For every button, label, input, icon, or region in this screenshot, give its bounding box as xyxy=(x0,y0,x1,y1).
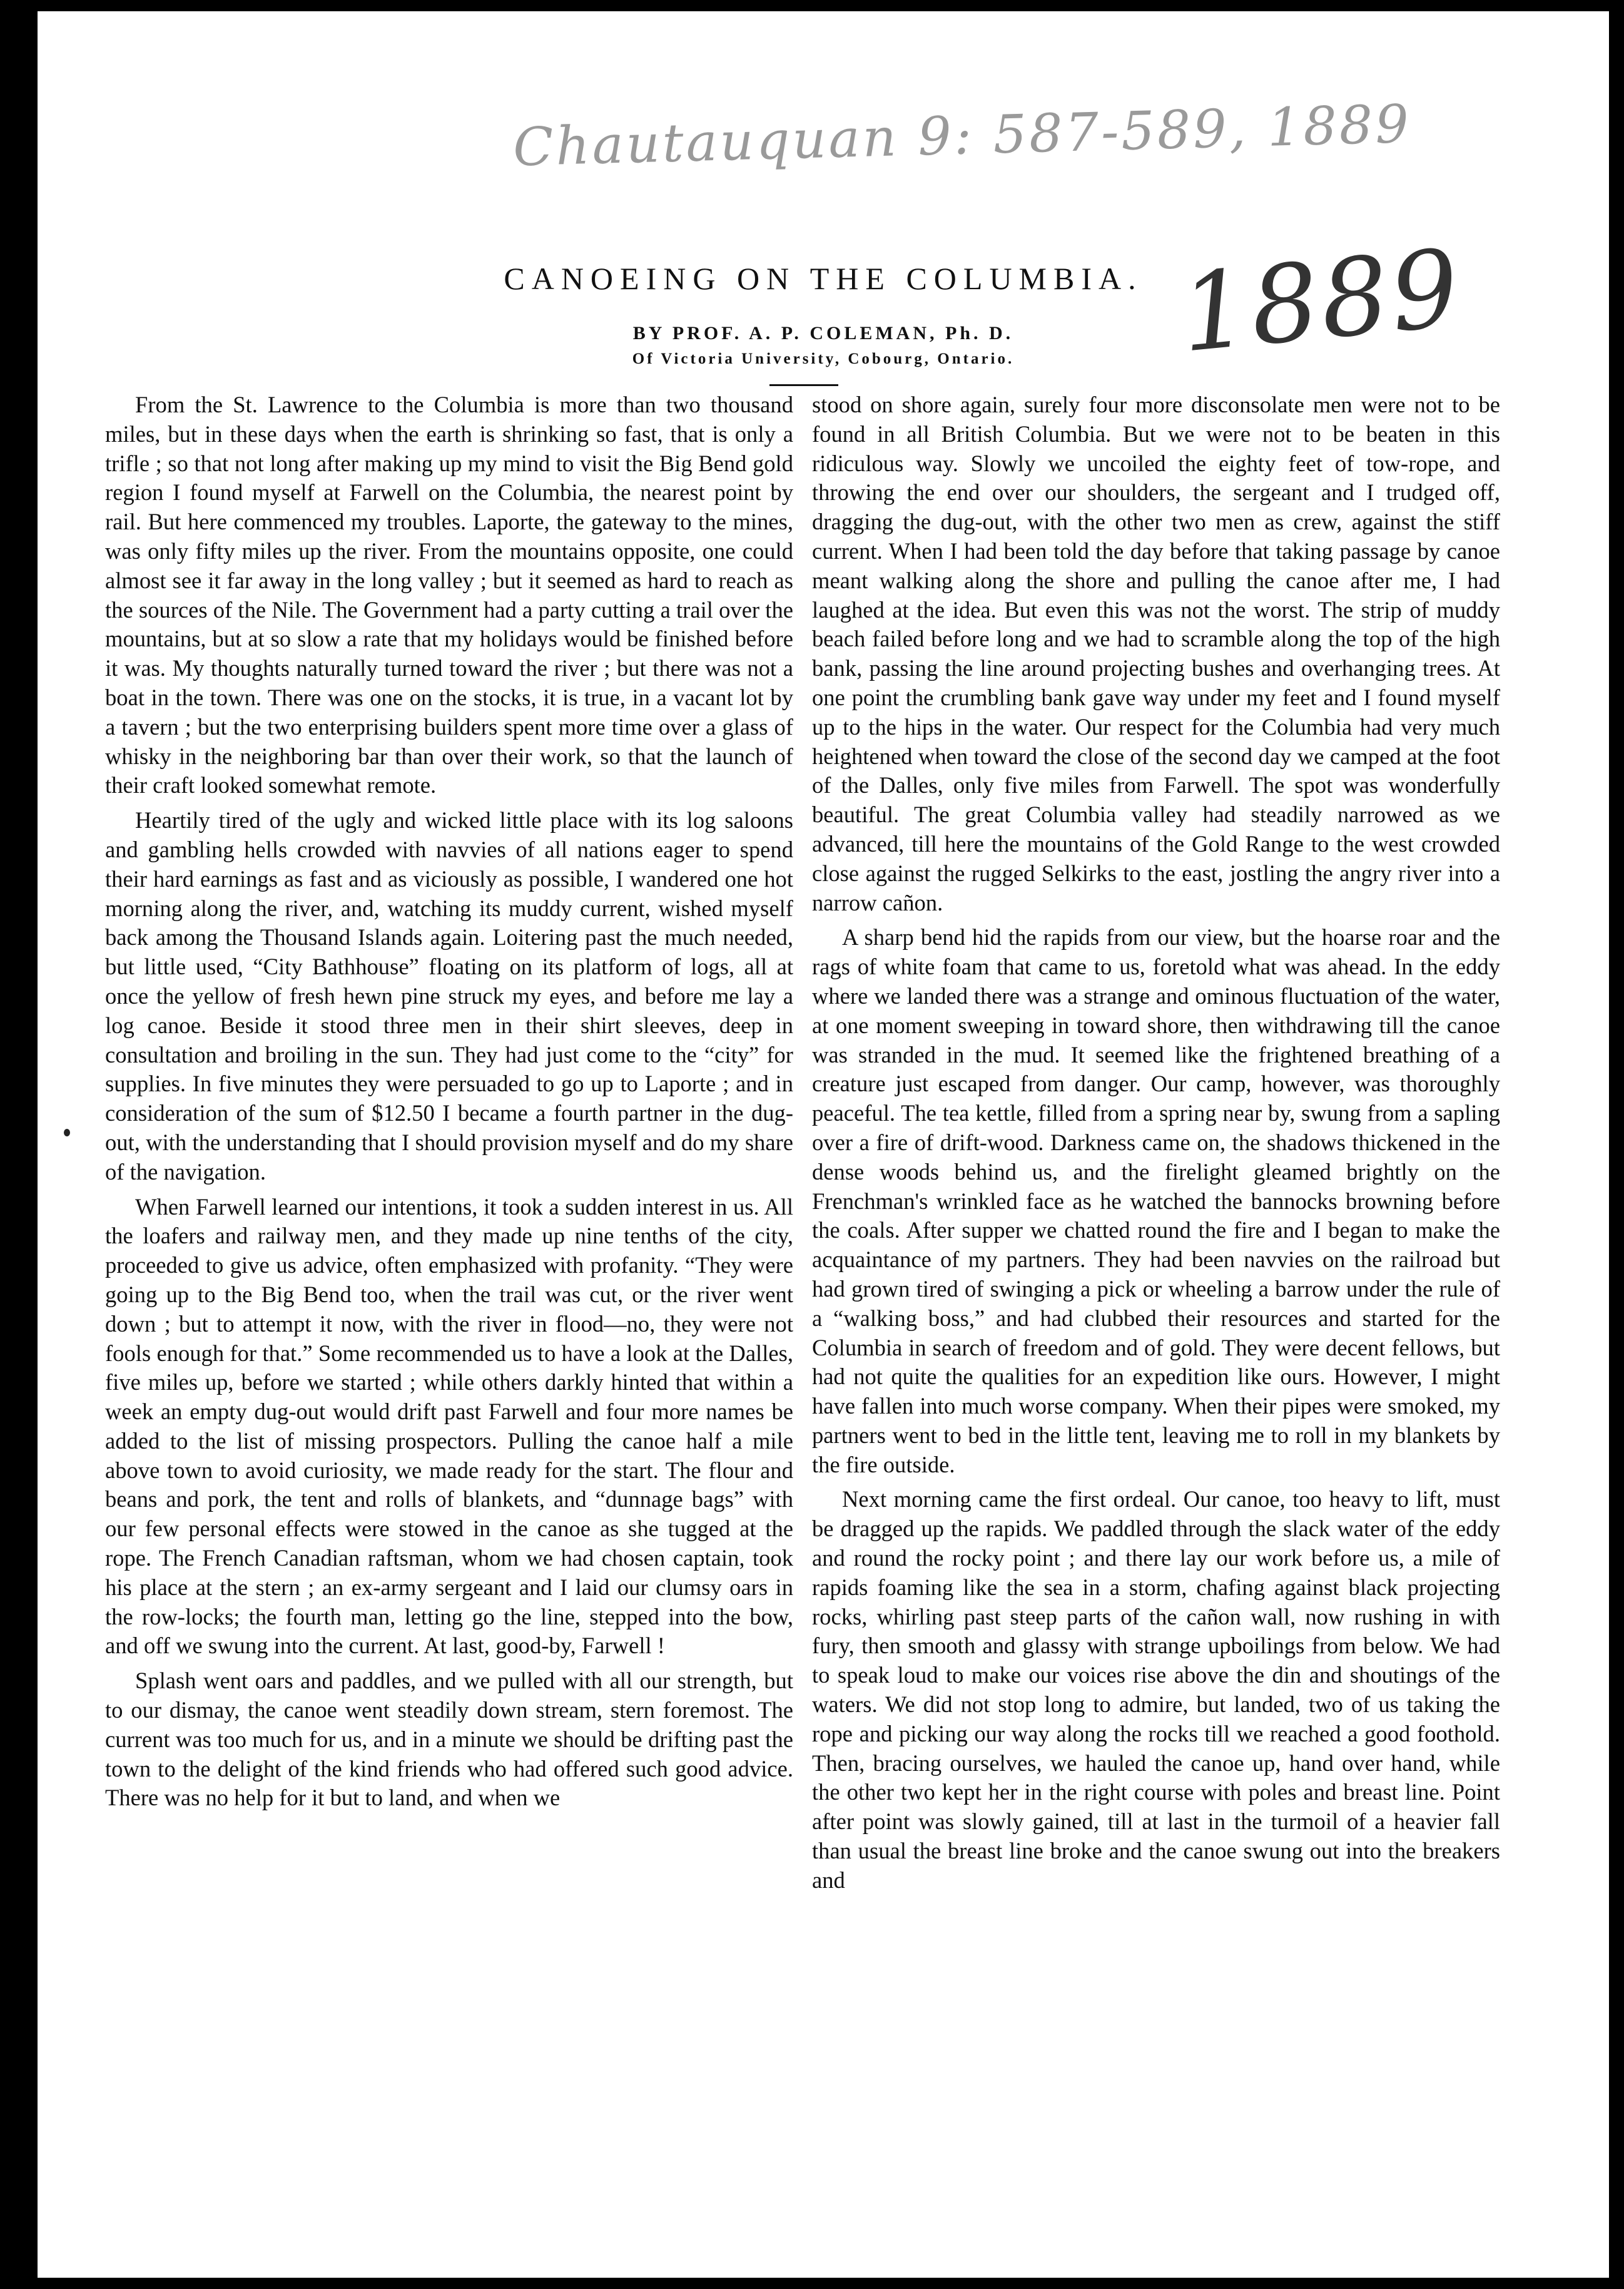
document-page xyxy=(38,11,1609,2278)
right-column xyxy=(812,390,1500,1895)
paragraph: Splash went oars and paddles, and we pulled with all our strength, but to our dismay, the canoe went steadily down stream, stern foremost. The current was too much for us, and in a minute we should be drifting past the town to the delight of the kind friends who had offered such good advice. There was no help for it but to land, and when we xyxy=(105,1668,793,1811)
paragraph: When Farwell learned our intentions, it took a sudden interest in us. All the loafers and railway men, and they made up nine tenths of the city, proceeded to give us advice, often emphasized with profanity. “They were going up to the Big Bend too, when the trail was cut, or the river went down ; but to attempt it now, with the river in flood—no, they were not fools enough for that.” Some recommended us to have a look at the Dalles, five miles up, before we started ; while others darkly hinted that within a week an empty dug-out would drift past Farwell and four more names be added to the list of missing prospectors. Pulling the canoe half a mile above town to avoid curiosity, we made ready for the start. The flour and beans and pork, the tent and rolls of blankets, and “dunnage bags” with our few personal effects were stowed in the canoe as she tugged at the rope. The French Canadian raftsman, whom we had chosen captain, took his place at the stern ; an ex-army sergeant and I laid our clumsy oars in the row-locks; the fourth man, letting go the line, stepped into the bow, and off we swung into the current. At last, good-by, Farwell ! xyxy=(105,1193,793,1659)
paragraph: Next morning came the first ordeal. Our canoe, too heavy to lift, must be dragged up the rapids. We paddled through the slack water of the eddy and round the rocky point ; and there lay our work before us, a mile of rapids foaming like the sea in a storm, chafing against black projecting rocks, whirling past steep parts of the cañon wall, now rushing in with fury, then smooth and glassy with strange upboilings from below. We had to speak loud to make our voices rise above the din and shoutings of the waters. We did not stop long to admire, but landed, two of us taking the rope and picking our way along the rocks till we reached a good foothold. Then, bracing ourselves, we hauled the canoe up, hand over hand, while the other two kept her in the right course with poles and breast line. Point after point was slowly gained, till at last in the turmoil of a heavier fall than usual the breast line broke and the canoe swung out into the breakers and xyxy=(812,1486,1500,1893)
article-title: CANOEING ON THE COLUMBIA. xyxy=(504,261,1143,296)
paragraph: Heartily tired of the ugly and wicked little place with its log saloons and gambling hells crowded with navvies of all nations eager to spend their hard earnings as fast and as viciously as possible, I wandered one hot morning along the river, and, watching its muddy current, wished myself back among the Thousand Islands again. Loitering past the much needed, but little used, “City Bathhouse” floating on its platform of logs, all at once the yellow of fresh hewn pine struck my eyes, and before me lay a log canoe. Beside it stood three men in their shirt sleeves, deep in consultation and broiling in the sun. They had just come to the “city” for supplies. In five minutes they were persuaded to go up to Laporte ; and in consideration of the sum of $12.50 I became a fourth partner in the dug-out, with the understanding that I should provision myself and do my share of the navigation. xyxy=(105,807,793,1185)
paragraph: A sharp bend hid the rapids from our view, but the hoarse roar and the rags of white foam that came to us, foretold what was ahead. In the eddy where we landed there was a strange and ominous fluctuation of the water, at one moment sweeping in toward shore, then withdrawing till the canoe was stranded in the mud. It seemed like the frightened breathing of a creature just escaped from danger. Our camp, however, was thoroughly peaceful. The tea kettle, filled from a spring near by, swung from a sapling over a fire of drift-wood. Darkness came on, the shadows thickened in the dense woods behind us, and the firelight gleamed brightly on the Frenchman's wrinkled face as he watched the bannocks browning before the coals. After supper we chatted round the fire and I began to make the acquaintance of my partners. They had been navvies on the railroad but had grown tired of swinging a pick or wheeling a barrow under the rule of a “walking boss,” and had clubbed their resources and started for the Columbia in search of freedom and of gold. They were decent fellows, but had not quite the qualities for an expedition like ours. However, I might have fallen into much worse company. When their pipes were smoked, my partners went to bed in the little tent, leaving me to roll in my blankets by the fire outside. xyxy=(812,924,1500,1477)
article-byline: BY PROF. A. P. COLEMAN, Ph. D. xyxy=(632,323,1014,344)
article-affiliation: Of Victoria University, Cobourg, Ontario. xyxy=(632,350,1015,367)
left-column xyxy=(105,390,793,1813)
handwritten-citation-text: Chautauquan 9: 587-589, 1889 xyxy=(512,93,1412,178)
paragraph: From the St. Lawrence to the Columbia is more than two thousand miles, but in these days when the earth is shrinking so fast, that is only a trifle ; so that not long after making up my mind to visit the Big Bend gold region I found myself at Farwell on the Columbia, the nearest point by rail. But here commenced my troubles. Laporte, the gateway to the mines, was only fifty miles up the river. From the mountains opposite, one could almost see it far away in the long valley ; but it seemed as hard to reach as the sources of the Nile. The Government had a party cutting a trail over the mountains, but at so slow a rate that my holidays would be finished before it was. My thoughts naturally turned toward the river ; but there was not a boat in the town. There was one on the stocks, it is true, in a vacant lot by a tavern ; but the two enterprising builders spent more time over a glass of whisky in the neighboring bar than over their work, so that the launch of their craft looked somewhat remote. xyxy=(105,392,793,798)
title-rule xyxy=(769,384,838,386)
handwritten-year: 1889 xyxy=(1175,226,1467,377)
margin-mark xyxy=(64,1129,70,1136)
paragraph: stood on shore again, surely four more disconsolate men were not to be found in all British Columbia. But we were not to be beaten in this ridiculous way. Slowly we uncoiled the eighty feet of tow-rope, and throwing the end over our shoulders, the sergeant and I trudged off, dragging the dug-out, with the other two men as crew, against the stiff current. When I had been told the day before that taking passage by canoe meant walking along the shore and pulling the canoe after me, I had laughed at the idea. But even this was not the worst. The strip of muddy beach failed before long and we had to scramble along the top of the high bank, passing the line around projecting bushes and overhanging trees. At one point the crumbling bank gave way under my feet and I found myself up to the hips in the water. Our respect for the Columbia had very much heightened when toward the close of the second day we camped at the foot of the Dalles, only five miles from Farwell. The spot was wonderfully beautiful. The great Columbia valley had steadily narrowed as we advanced, till here the mountains of the Gold Range to the west crowded close against the rugged Selkirks to the east, jostling the angry river into a narrow cañon. xyxy=(812,392,1500,915)
